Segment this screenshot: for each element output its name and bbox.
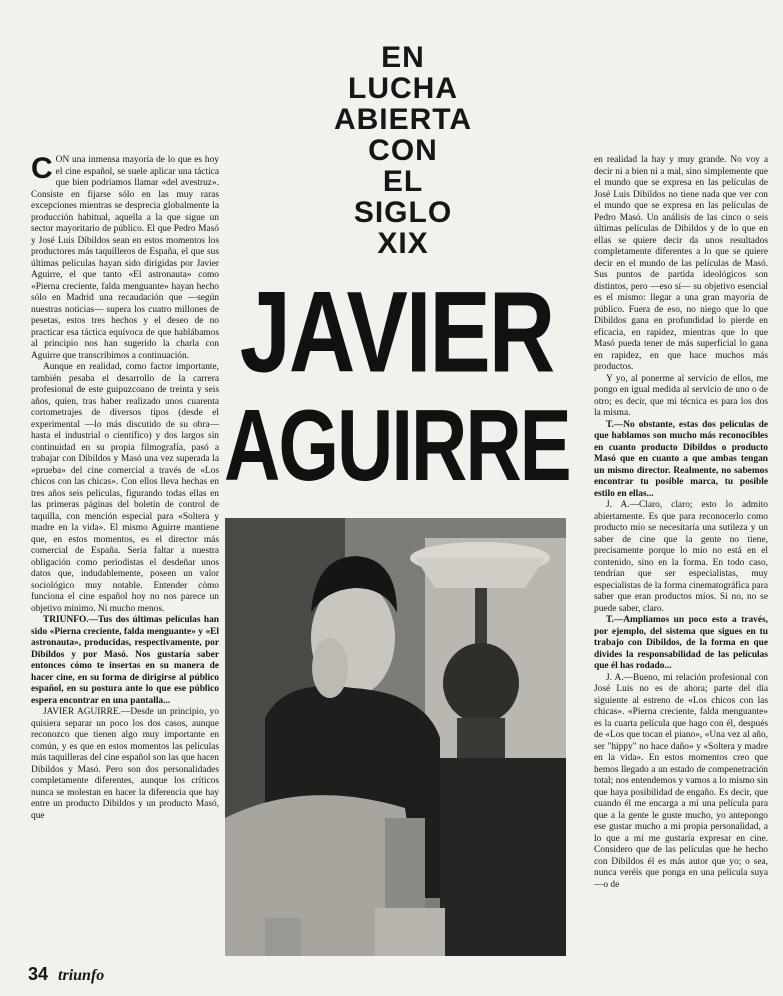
article-paragraph: CON una inmensa mayoría de lo que es hoy el cine español, se suele aplicar una táctica que bien podríamos llamar «del avestruz». Consiste en fijarse sólo en las muy raras excepciones mientras se desprecia globalmente la producción habitual, aquella a la que sigue un sector mayoritario de público. El que Pedro Masó y José Luis Dibildos sean en estos momentos los productores más taquilleros de España, el que sus últimas películas hayan sido dirigidas por Javier Aguirre, el que tanto «El astronauta» como «Pierna creciente, falda menguante» hayan hecho sólo en Madrid una recaudación que —según nuestras noticias— supera los cuatro millones de pesetas, estos tres hechos y el deseo de no practicar esa táctica equívoca de que hablábamos al principio nos han sugerido la charla con Aguirre que transcribimos a continuación.	[31, 155, 219, 361]
drop-cap: C	[31, 155, 53, 185]
article-column-right	[594, 155, 768, 967]
article-paragraph: Aunque en realidad, como factor importante, también pesaba el desarrollo de la carrera profesional de este guipuzcoano de treinta y seis años, quien, tras haber realizado unos cuarenta cortometrajes de diversos tipos (desde el experimental —lo más discutido de su obra— hasta el industrial o científico) y dos largos sin continuidad en su propia filmografía, pasó a trabajar con Dibildos y Masó una vez superada la «prueba» del cine comercial a través de «Los chicos con las chicas». Con ellos lleva hechas en tres años seis películas, figurando todas ellas en las primeras páginas del boletín de control de taquilla, con mención especial para «Soltera y madre en la vida». El mismo Aguirre mantiene que, en estos momentos, es el director más comercial de España. Sería faltar a nuestra obligación como periodistas el desdeñar unos datos que, indudablemente, poseen un valor sociológico muy notable. Entender cómo funciona el cine español hoy no nos parece un objetivo mínimo. Ni mucho menos.	[31, 362, 219, 614]
page-footer	[28, 964, 104, 988]
interview-answer: J. A.—Bueno, mi relación profesional con José Luis no es de ahora; parte del día siguiente al estreno de «Los chicos con las chicas». «Pierna creciente, falda menguante» es la cuarta película que hago con él, después de «Los que tocan el piano», «Una vez al año, ser "hippy" no hace daño» y «Soltera y madre en la vida». En estos momentos creo que hemos llegado a un estado de compenetración total; nos entendemos y vamos a lo mismo sin que haya posibilidad de engaño. Es decir, que cuando él me encarga a mí una película para que a la gente le guste mucho, yo antepongo ese gustar mucho a mi propia personalidad, a lo que a mí me gustaría expresar en cine. Considero que de las películas que he hecho con Dibildos él es más autor que yo; o sea, nunca veréis que ponga en una película suya —o de	[594, 672, 768, 890]
interview-answer: JAVIER AGUIRRE.—Desde un principio, yo quisiera separar un poco los dos casos, aunque reconozco que tienen algo muy importante en común, y es que en estos momentos las películas más taquilleras del cine español son las que hacen Dibildos y Masó. Pero son dos personalidades completamente diferentes, aunque los críticos nunca se molestan en hacer la diferencia que hay entre un producto Dibildos y un producto Masó, que	[31, 707, 219, 821]
headline-line: EL	[382, 165, 424, 198]
portrait-photo	[225, 518, 566, 956]
interview-question: T.—Ampliamos un poco esto a través, por ejemplo, del sistema que sigues en tu trabajo con Dibildos, de la forma en que divides la responsabilidad de las películas que él has rodado...	[594, 615, 768, 671]
headline-line: XIX	[377, 227, 429, 260]
headline-line: CON	[368, 134, 438, 167]
page-number: 34	[28, 964, 49, 984]
headline-line: SIGLO	[353, 196, 453, 229]
headline	[258, 42, 548, 259]
article-paragraph: en realidad la hay y muy grande. No voy a decir ni a bien ni a mal, sino simplemente que el mundo que se expresa en las películas de José Luis Dibildos no tiene nada que ver con el mundo que se expresa en las películas de Pedro Masó. Un análisis de las cinco o seis últimas películas de Dibildos y de lo que en ellas se quiere decir da unos resultados completamente diferentes a lo que se quiere decir en el mundo de las películas de Masó. Sus puntos de partida ideológicos son distintos, pero —eso sí— su objetivo esencial es el mismo: llegar a una gran mayoría de público. Fuera de eso, no niego que lo que Dibildos gana en profundidad lo pierde en eficacia, en rapidez, mientras que lo que Masó pueda tener de más superficial lo gana en rapidez, en que hace muchos más productos.	[594, 155, 768, 372]
article-paragraph: Y yo, al ponerme al servicio de ellos, me pongo en igual medida al servicio de uno o de otro; es decir, que mi técnica es para los dos la misma.	[594, 373, 768, 418]
magazine-logo: triunfo	[58, 967, 105, 984]
portrait-illustration	[225, 518, 566, 956]
interview-question: T.—No obstante, estas dos películas de que hablamos son mucho más reconocibles en cuanto producto Dibildos o producto Masó que en cuanto a que ambas tengan un mismo director. Realmente, no sabemos encontrar tu posible marca, tu posible estilo en ellas...	[594, 419, 768, 499]
headline-line: ABIERTA	[333, 103, 473, 136]
headline-line: EN	[381, 41, 425, 74]
interview-answer: J. A.—Claro, claro; esto lo admito abiertamente. Es que para reconocerlo como producto mío se necesitaría una sutileza y un saber de cine que la gente no tiene, precisamente porque lo mío no está en el contenido, sino en la forma. En todo caso, tendrían que ser especialistas, muy especialistas de la forma cinematográfica para saber que eran productos míos. Si no, no se puede saber, claro.	[594, 500, 768, 614]
interview-question: TRIUNFO.—Tus dos últimas películas han sido «Pierna creciente, falda menguante» y «El astronauta», producidas, respectivamente, por Dibildos y por Masó. Nos gustaría saber entonces cómo te insertas en su manera de hacer cine, en su forma de dirigirse al público español, en su postura ante lo que ese público espera encontrar en una pantalla...	[31, 615, 219, 706]
article-column-left	[31, 155, 219, 967]
name-last: AGUIRRE	[224, 387, 570, 503]
name-first: JAVIER	[239, 268, 554, 397]
headline-line: LUCHA	[348, 72, 458, 105]
